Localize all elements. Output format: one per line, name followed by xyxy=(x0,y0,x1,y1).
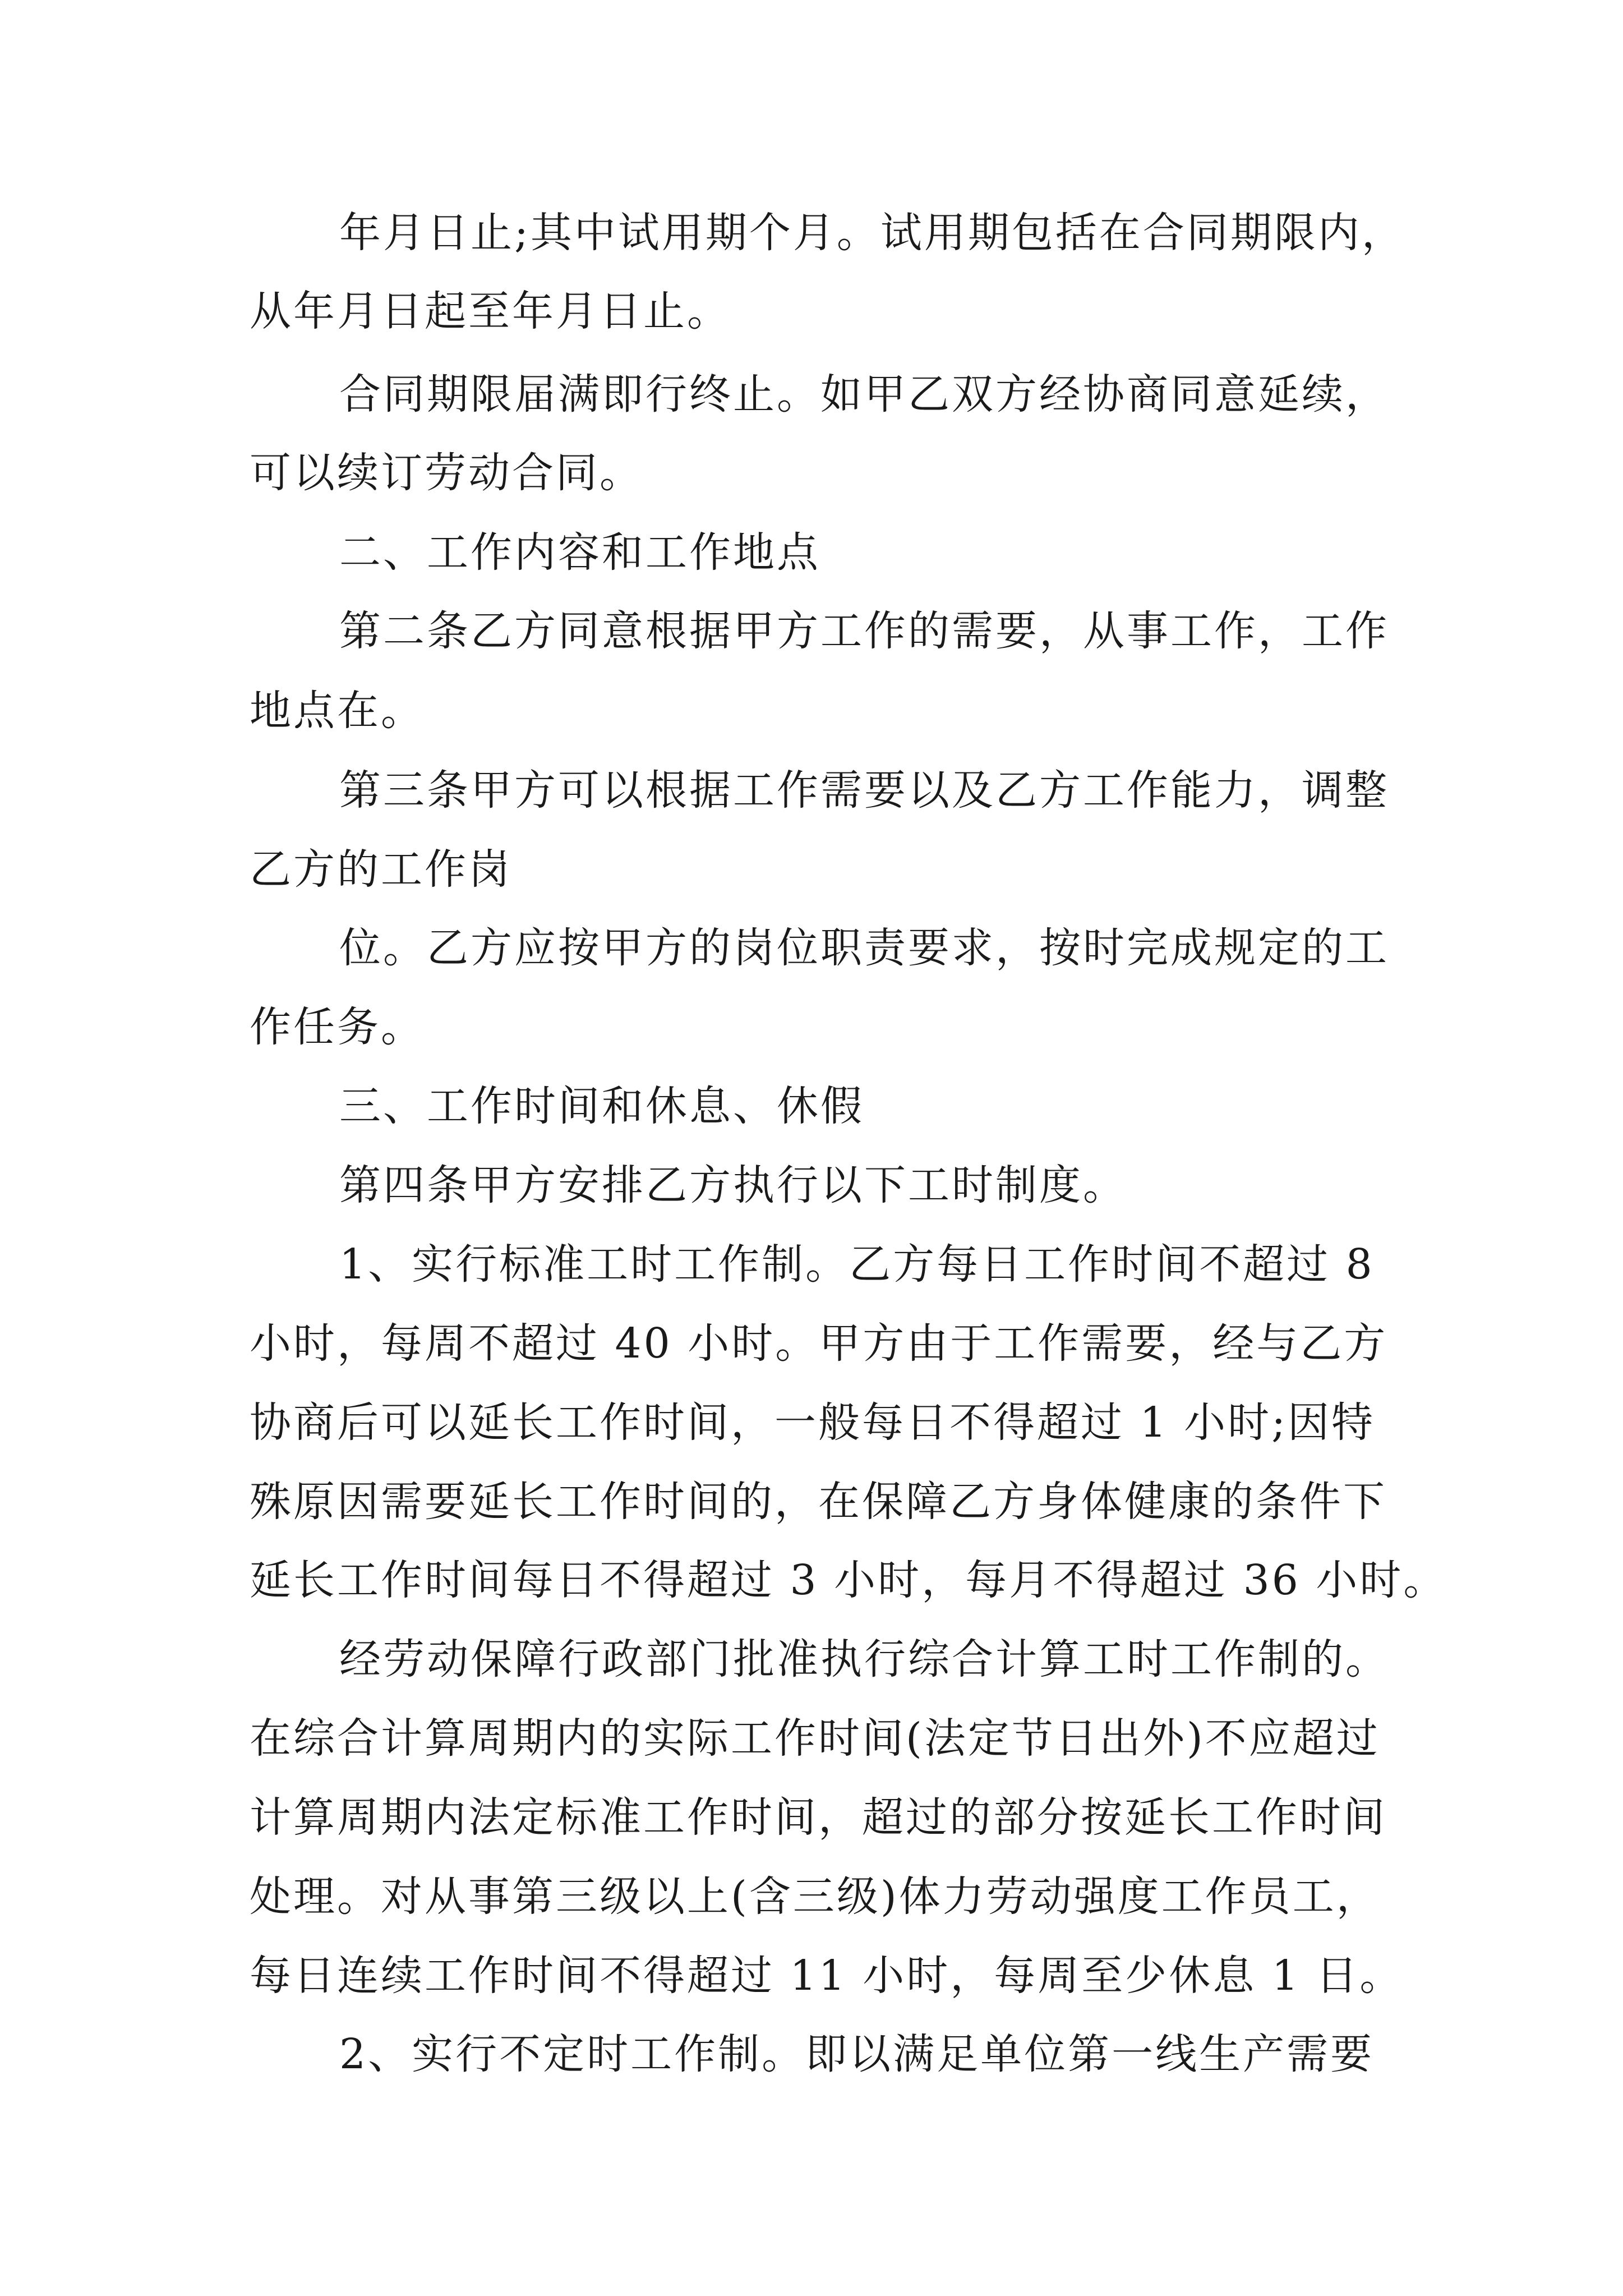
text-line: 在综合计算周期内的实际工作时间(法定节日出外)不应超过 xyxy=(250,1714,1380,1763)
text-line: 1、实行标准工时工作制。乙方每日工作时间不超过 8 xyxy=(339,1240,1375,1289)
text-line: 小时，每周不超过 40 小时。甲方由于工作需要，经与乙方 xyxy=(250,1319,1388,1368)
text-line: 第四条甲方安排乙方执行以下工时制度。 xyxy=(339,1161,1127,1209)
text-line: 年月日止;其中试用期个月。试用期包括在合同期限内， xyxy=(339,209,1405,257)
text-line: 合同期限届满即行终止。如甲乙双方经协商同意延续， xyxy=(339,370,1389,418)
text-line: 2、实行不定时工作制。即以满足单位第一线生产需要 xyxy=(339,2030,1375,2078)
text-line: 殊原因需要延长工作时间的，在保障乙方身体健康的条件下 xyxy=(250,1478,1387,1526)
text-line: 可以续订劳动合同。 xyxy=(250,449,643,497)
text-line: 地点在。 xyxy=(250,687,425,735)
text-line: 从年月日起至年月日止。 xyxy=(250,287,731,335)
text-line: 协商后可以延长工作时间，一般每日不得超过 1 小时;因特 xyxy=(250,1398,1376,1447)
text-line: 延长工作时间每日不得超过 3 小时，每月不得超过 36 小时。 xyxy=(250,1556,1447,1604)
text-line: 第三条甲方可以根据工作需要以及乙方工作能力，调整 xyxy=(339,766,1389,815)
text-line: 第二条乙方同意根据甲方工作的需要，从事工作，工作 xyxy=(339,607,1389,655)
text-line: 每日连续工作时间不得超过 11 小时，每周至少休息 1 日。 xyxy=(250,1952,1404,2000)
text-line: 位。乙方应按甲方的岗位职责要求，按时完成规定的工 xyxy=(339,924,1389,972)
text-line: 乙方的工作岗 xyxy=(250,845,512,894)
text-line: 处理。对从事第三级以上(含三级)体力劳动强度工作员工， xyxy=(250,1872,1380,1921)
section-heading: 三、工作时间和休息、休假 xyxy=(339,1082,864,1130)
text-line: 作任务。 xyxy=(250,1003,425,1051)
section-heading: 二、工作内容和工作地点 xyxy=(339,528,820,577)
text-line: 计算周期内法定标准工作时间，超过的部分按延长工作时间 xyxy=(250,1793,1387,1842)
text-line: 经劳动保障行政部门批准执行综合计算工时工作制的。 xyxy=(339,1635,1389,1683)
